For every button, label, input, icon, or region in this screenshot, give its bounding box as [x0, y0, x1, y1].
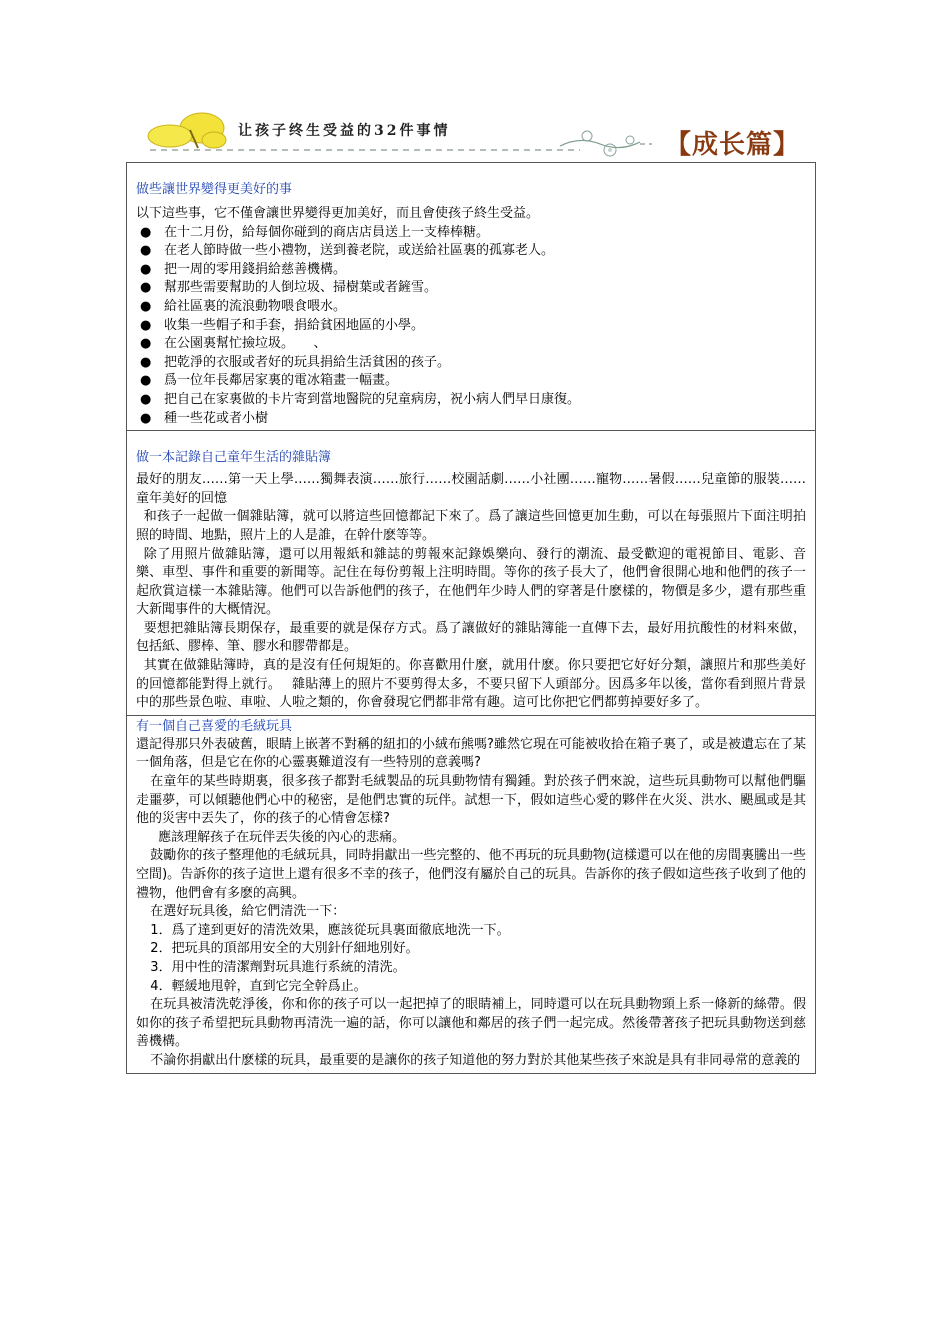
paragraph: 在玩具被清洗乾淨後，你和你的孩子可以一起把掉了的眼睛補上，同時還可以在玩具動物頸上系一條新的絲帶。假如你的孩子希望把玩具動物再清洗一遍的話，你可以讓他和鄰居的孩子們一起完成。然後帶著孩子把玩具動物送到慈善機構。: [136, 997, 806, 1050]
page-banner: [140, 106, 810, 162]
list-item: ● 收集一些帽子和手套，捐給貧困地區的小學。: [136, 317, 806, 336]
paragraph: 在童年的某些時期裏，很多孩子都對毛絨製品的玩具動物情有獨鍾。對於孩子們來說，這些玩具動物可以幫他們驅走噩夢，可以傾聽他們心中的秘密，是他們忠實的玩伴。試想一下，假如這些心愛的夥伴在火災、洪水、颶風或是其他的災害中丟失了，你的孩子的心情會怎樣?: [136, 774, 806, 827]
section-title: 有一個自己喜愛的毛絨玩具: [136, 718, 293, 734]
paragraph: 其實在做雜貼簿時，真的是沒有任何規矩的。你喜歡用什麼，就用什麽。你只要把它好好分類，讓照片和那些美好的回憶都能對得上就行。 雜貼薄上的照片不要剪得太多，不要只留下人頭部分。因爲多年以後，當你看到照片背景中的那些景色啦、車啦、人啦之類的，你會發現它們都非常有趣。這可比你把它們都剪掉要好多了。: [136, 658, 806, 711]
bullet-icon: ●: [140, 243, 152, 259]
bullet-icon: ●: [140, 261, 152, 277]
list-item: ● 幫那些需要幫助的人倒垃圾、掃樹葉或者鏟雪。: [136, 279, 806, 298]
banner-title: 让孩子终生受益的32件事情: [238, 123, 451, 139]
section-scrapbook: [127, 431, 815, 716]
bullet-icon: ●: [140, 298, 152, 314]
list-item: ● 把乾淨的衣服或者好的玩具捐給生活貧困的孩子。: [136, 354, 806, 373]
banner-tag: 【成长篇】: [664, 130, 800, 160]
numbered-step: 2．把玩具的頂部用安全的大別針仔細地別好。: [150, 941, 419, 957]
list-item: ● 把一周的零用錢捐給慈善機構。: [136, 261, 806, 280]
numbered-step: 4．輕緩地甩幹，直到它完全幹爲止。: [150, 978, 367, 994]
bullet-icon: ●: [140, 280, 152, 296]
bullet-icon: ●: [140, 410, 152, 426]
flower-vine-icon: [560, 131, 652, 156]
paragraph: 在選好玩具後，給它們清洗一下：: [150, 904, 346, 920]
list-item: ● 在老人節時做一些小禮物，送到養老院，或送給社區裏的孤寡老人。: [136, 242, 806, 261]
numbered-step: 1．爲了達到更好的清洗效果，應該從玩具裏面徹底地洗一下。: [150, 922, 510, 938]
paragraph: 鼓勵你的孩子整理他的毛絨玩具，同時捐獻出一些完整的、他不再玩的玩具動物(這樣還可以在他的房間裏騰出一些空間)。告訴你的孩子這世上還有很多不幸的孩子，他們沒有屬於自己的玩具。告訴你的孩子假如這些孩子收到了他的禮物，他們會有多麽的高興。: [136, 848, 806, 901]
bullet-icon: ●: [140, 373, 152, 389]
list-item: ● 在十二月份，給每個你碰到的商店店員送上一支棒棒糖。: [136, 224, 806, 243]
paragraph: 還記得那只外表破舊，眼睛上嵌著不對稱的紐扣的小絨布熊嗎?雖然它現在可能被收拾在箱子裏了，或是被遺忘在了某一個角落，但是它在你的心靈裏難道沒有一些特別的意義嗎?: [136, 736, 806, 771]
paragraph: 除了用照片做雜貼簿，還可以用報紙和雜誌的剪報來記錄娛樂向、發行的潮流、最受歡迎的電視節目、電影、音樂、車型、事件和重要的新聞等。記住在每份剪報上注明時間。等你的孩子長大了，他們會很開心地和他們的孩子一起欣賞這樣一本雜貼簿。他們可以告訴他們的孩子，在他們年少時人們的穿著是什麽樣的，物價是多少，還有那些重大新聞事件的大概情況。: [136, 546, 806, 618]
section-intro: 以下這些事，它不僅會讓世界變得更加美好，而且會使孩子終生受益。: [136, 206, 540, 221]
list-item: ● 在公園裏幫忙撿垃圾。 、: [136, 335, 806, 354]
paragraph: 應該理解孩子在玩伴丟失後的內心的悲痛。: [158, 829, 406, 845]
bullet-icon: ●: [140, 354, 152, 370]
bullet-icon: ●: [140, 317, 152, 333]
section-title: 做一本記錄自己童年生活的雜貼簿: [136, 450, 332, 466]
content-table: [126, 162, 816, 1074]
bullet-icon: ●: [140, 391, 152, 407]
paragraph: 和孩子一起做一個雜貼簿，就可以將這些回憶都記下來了。爲了讓這些回憶更加生動，可以在每張照片下面注明拍照的時間、地點，照片上的人是誰，在幹什麽等等。: [136, 509, 806, 543]
list-item: ● 把自己在家裏做的卡片寄到當地醫院的兒童病房，祝小病人們早日康復。: [136, 391, 806, 410]
bullet-icon: ●: [140, 224, 152, 240]
paragraph: 要想把雜貼簿長期保存，最重要的就是保存方式。爲了讓做好的雜貼簿能一直傳下去，最好用抗酸性的材料來做，包括紙、膠棒、筆、膠水和膠帶都是。: [136, 620, 806, 655]
paragraph: 最好的朋友……第一天上學……獨舞表演……旅行……校園話劇……小社團……寵物……暑假……兒童節的服裝……童年美好的回憶: [136, 472, 806, 506]
bullet-icon: ●: [140, 336, 152, 352]
section-better-world: [127, 163, 815, 431]
bullet-list: [136, 224, 806, 429]
list-item: ● 給社區裏的流浪動物喂食喂水。: [136, 298, 806, 317]
list-item: ● 爲一位年長鄰居家裏的電冰箱畫一幅畫。: [136, 372, 806, 391]
butterfly-icon: [148, 113, 226, 148]
section-plush-toy: [127, 716, 815, 1073]
list-item: ● 種一些花或者小樹: [136, 410, 806, 429]
numbered-step: 3．用中性的清潔劑對玩具進行系統的清洗。: [150, 959, 406, 975]
paragraph: 不論你捐獻出什麽樣的玩具，最重要的是讓你的孩子知道他的努力對於其他某些孩子來說是具有非同尋常的意義的: [150, 1052, 801, 1068]
section-title: 做些讓世界變得更美好的事: [136, 182, 293, 197]
